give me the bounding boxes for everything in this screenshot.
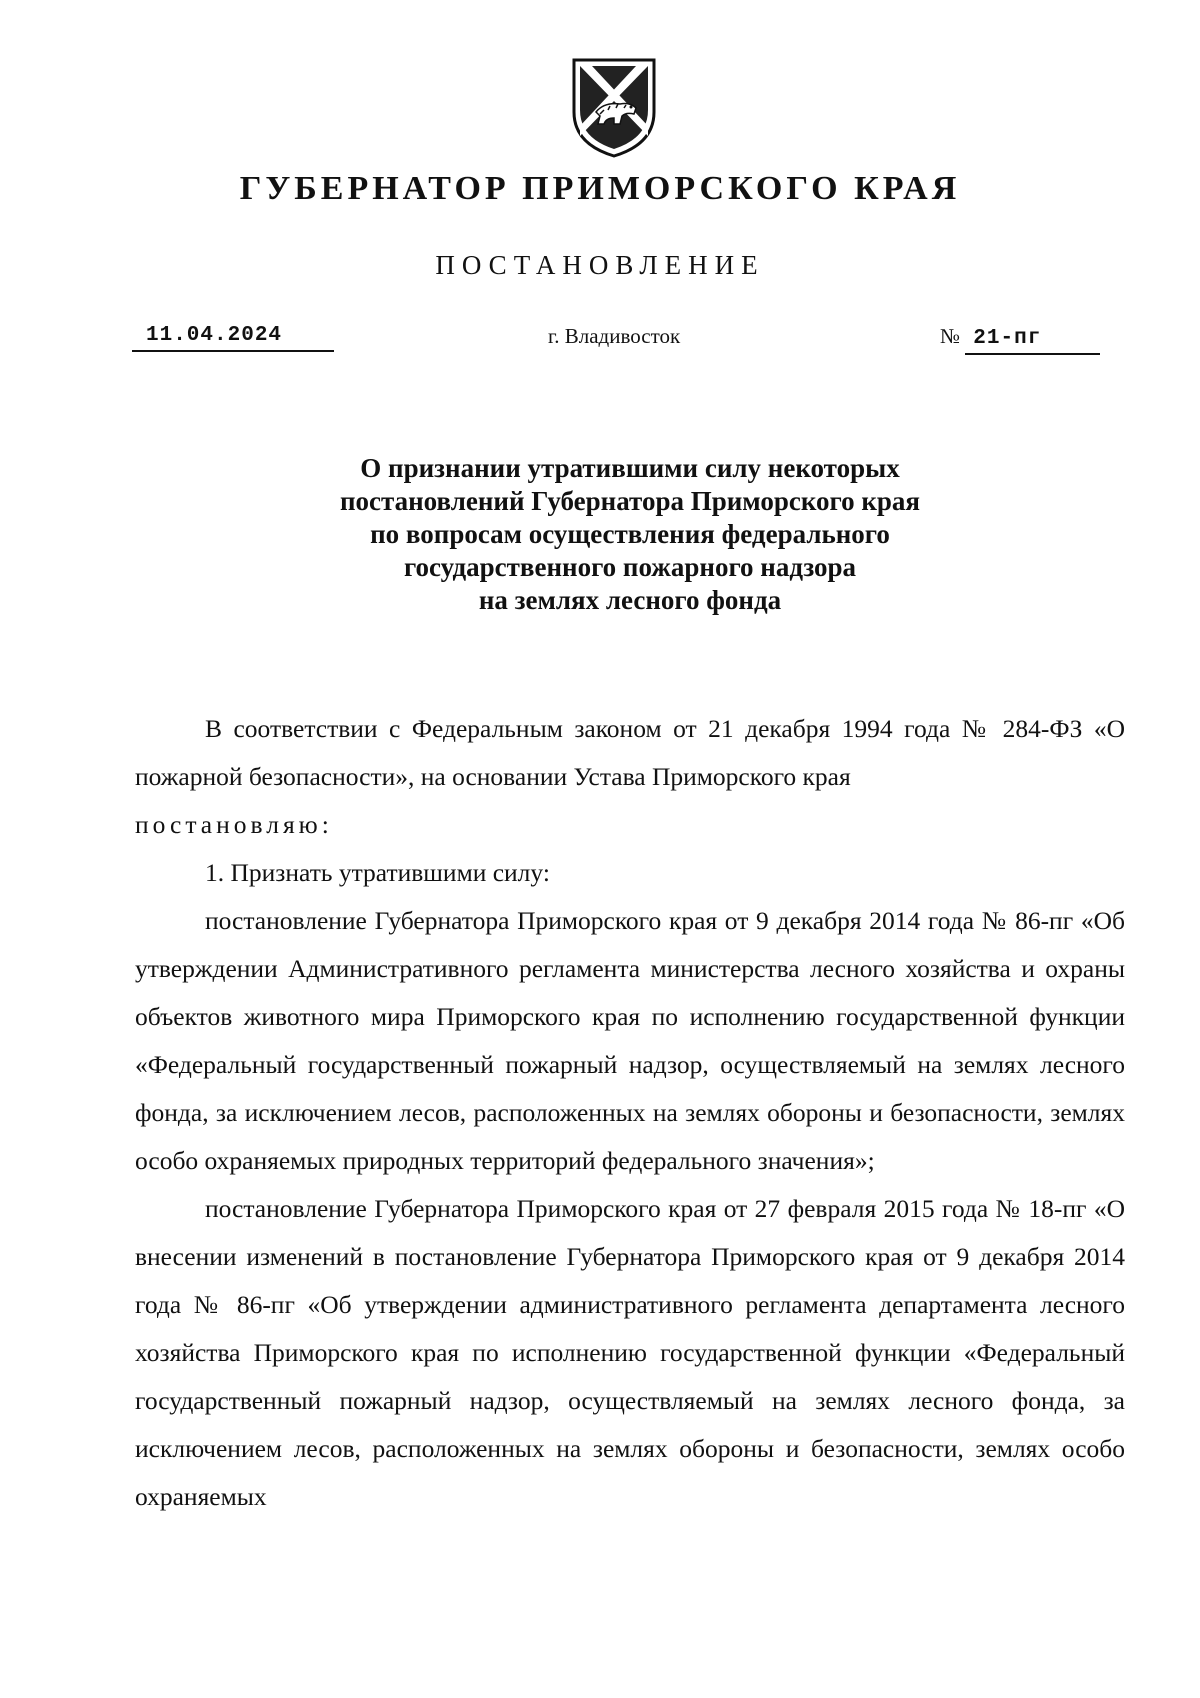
title-line: государственного пожарного надзора — [403, 552, 857, 582]
document-title — [200, 452, 1060, 617]
preamble-paragraph: В соответствии с Федеральным законом от 21 декабря 1994 года № 284-ФЗ «О пожарной безопасности», на основании Устава Приморского края — [135, 714, 1125, 791]
item-1-paragraph: 1. Признать утратившими силу: — [205, 858, 550, 887]
repealed-decree-2015-paragraph: постановление Губернатора Приморского края от 27 февраля 2015 года № 18-пг «О внесении изменений в постановление Губернатора Приморского края от 9 декабря 2014 года № 86-пг «Об утверждении административного регламента департамента лесного хозяйства Приморского края по исполнению государственной функции «Федеральный государственный пожарный надзор, осуществляемый на землях лесного фонда, за исключением лесов, расположенных на землях обороны и безопасности, землях особо охраняемых — [135, 1194, 1125, 1511]
document-number: 21-пг — [965, 325, 1100, 355]
issuing-authority: ГУБЕРНАТОР ПРИМОРСКОГО КРАЯ — [239, 170, 961, 207]
title-line: О признании утратившими силу некоторых — [360, 453, 900, 483]
title-line: на землях лесного фонда — [478, 585, 782, 615]
title-line: постановлений Губернатора Приморского края — [339, 486, 921, 516]
repealed-decree-2014-paragraph: постановление Губернатора Приморского края от 9 декабря 2014 года № 86-пг «Об утверждении Административного регламента министерства лесного хозяйства и охраны объектов животного мира Приморского края по исполнению государственной функции «Федеральный государственный пожарный надзор, осуществляемый на землях лесного фонда, за исключением лесов, расположенных на землях обороны и безопасности, землях особо охраняемых природных территорий федерального значения»; — [135, 906, 1125, 1175]
number-sign: № — [940, 324, 961, 348]
document-number-block — [940, 322, 1100, 355]
document-city: г. Владивосток — [548, 324, 681, 348]
document-date: 11.04.2024 — [132, 322, 334, 352]
title-line: по вопросам осуществления федерального — [370, 519, 890, 549]
document-body — [135, 705, 1125, 1521]
coat-of-arms-emblem — [570, 52, 658, 160]
document-type: ПОСТАНОВЛЕНИЕ — [435, 250, 765, 280]
decree-word: постановляю: — [135, 810, 333, 839]
